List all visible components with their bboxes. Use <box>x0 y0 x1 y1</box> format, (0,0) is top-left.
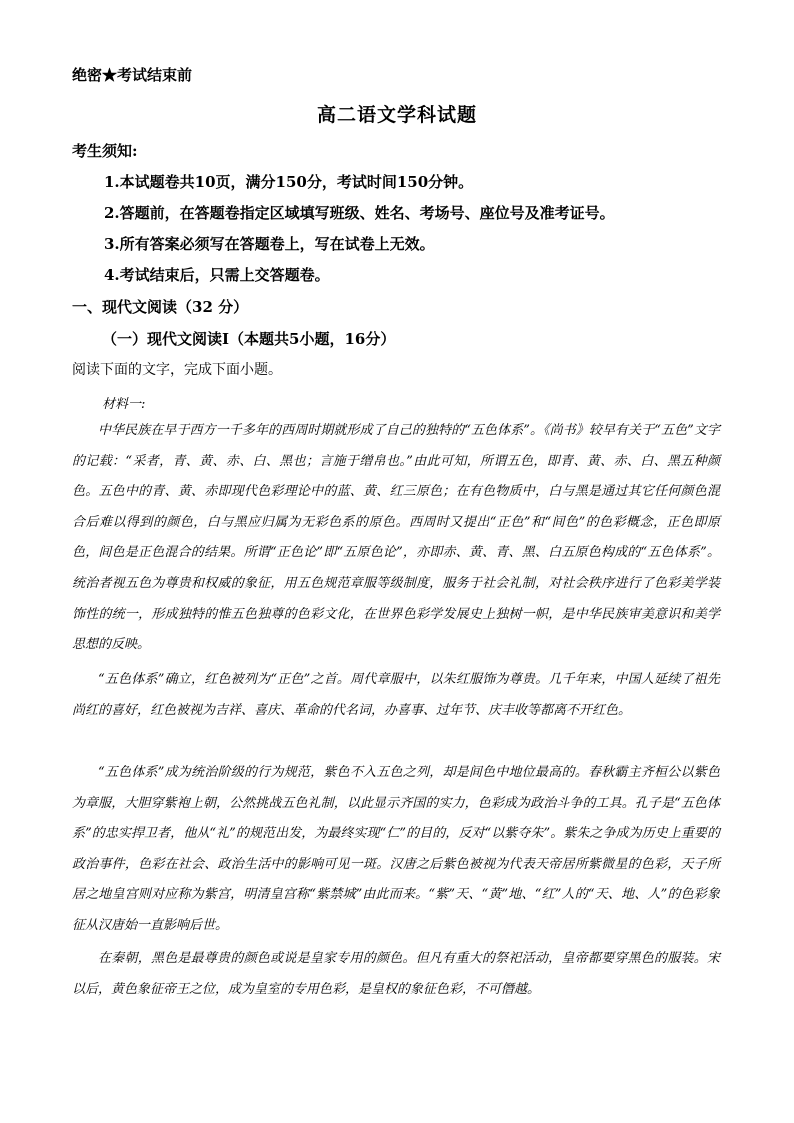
paragraph-4: 在秦朝，黑色是最尊贵的颜色或说是皇家专用的颜色。但凡有重大的祭祀活动，皇帝都要穿黑色的服装。宋以后，黄色象征帝王之位，成为皇室的专用色彩，是皇权的象征色彩，不可僭越。 <box>72 951 720 997</box>
notice-heading: 考生须知: <box>72 142 138 160</box>
paragraph-1: 中华民族在早于西方一千多年的西周时期就形成了自己的独特的“五色体系”。《尚书》较早有关于“五色”文字的记载：“采者，青、黄、赤、白、黑也；言施于缯帛也。”由此可知，所谓五色，即青、黄、赤、白、黑五种颜色。五色中的青、黄、赤即现代色彩理论中的蓝、黄、红三原色；在有色物质中，白与黑是通过其它任何颜色混合后难以得到的颜色，白与黑应归属为无彩色系的原色。西周时又提出“正色”和“间色”的色彩概念，正色即原色，间色是正色混合的结果。所谓“正色论”即“五原色论”，亦即赤、黄、青、黑、白五原色构成的“五色体系”。统治者视五色为尊贵和权威的象征，用五色规范章服等级制度，服务于社会礼制，对社会秩序进行了色彩美学装饰性的统一，形成独特的惟五色独尊的色彩文化，在世界色彩学发展史上独树一帜，是中华民族审美意识和美学思想的反映。 <box>72 423 720 653</box>
section-title: 一、现代文阅读（32 分） <box>72 298 249 316</box>
notice-item-2: 2.答题前，在答题卷指定区域填写班级、姓名、考场号、座位号及准考证号。 <box>104 204 615 222</box>
reading-instruction: 阅读下面的文字，完成下面小题。 <box>72 362 282 378</box>
material-label: 材料一: <box>102 397 146 412</box>
page-title: 高二语文学科试题 <box>316 104 477 126</box>
subsection-title: （一）现代文阅读Ⅰ（本题共5小题，16分） <box>102 330 396 348</box>
secret-mark: 绝密★考试结束前 <box>72 66 193 84</box>
notice-item-4: 4.考试结束后，只需上交答题卷。 <box>104 266 330 284</box>
notice-item-3: 3.所有答案必须写在答题卷上，写在试卷上无效。 <box>104 235 435 253</box>
notice-item-1: 1.本试题卷共10页，满分150分，考试时间150分钟。 <box>104 173 474 191</box>
paragraph-3: “五色体系”成为统治阶级的行为规范，紫色不入五色之列，却是间色中地位最高的。春秋霸主齐桓公以紫色为章服，大胆穿紫袍上朝，公然挑战五色礼制，以此显示齐国的实力，色彩成为政治斗争的工具。孔子是“五色体系”的忠实捍卫者，他从“礼”的规范出发，为最终实现“仁”的目的，反对“以紫夺朱”。紫朱之争成为历史上重要的政治事件，色彩在社会、政治生活中的影响可见一斑。汉唐之后紫色被视为代表天帝居所紫微星的色彩，天子所居之地皇宫则对应称为紫宫，明清皇宫称“紫禁城”由此而来。“紫”天、“黄”地、“红”人的“天、地、人”的色彩象征从汉唐始一直影响后世。 <box>72 765 720 933</box>
paragraph-2: “五色体系”确立，红色被列为“正色”之首。周代章服中，以朱红服饰为尊贵。几千年来，中国人延续了祖先尚红的喜好，红色被视为吉祥、喜庆、革命的代名词，办喜事、过年节、庆丰收等都离不开红色。 <box>72 672 720 718</box>
